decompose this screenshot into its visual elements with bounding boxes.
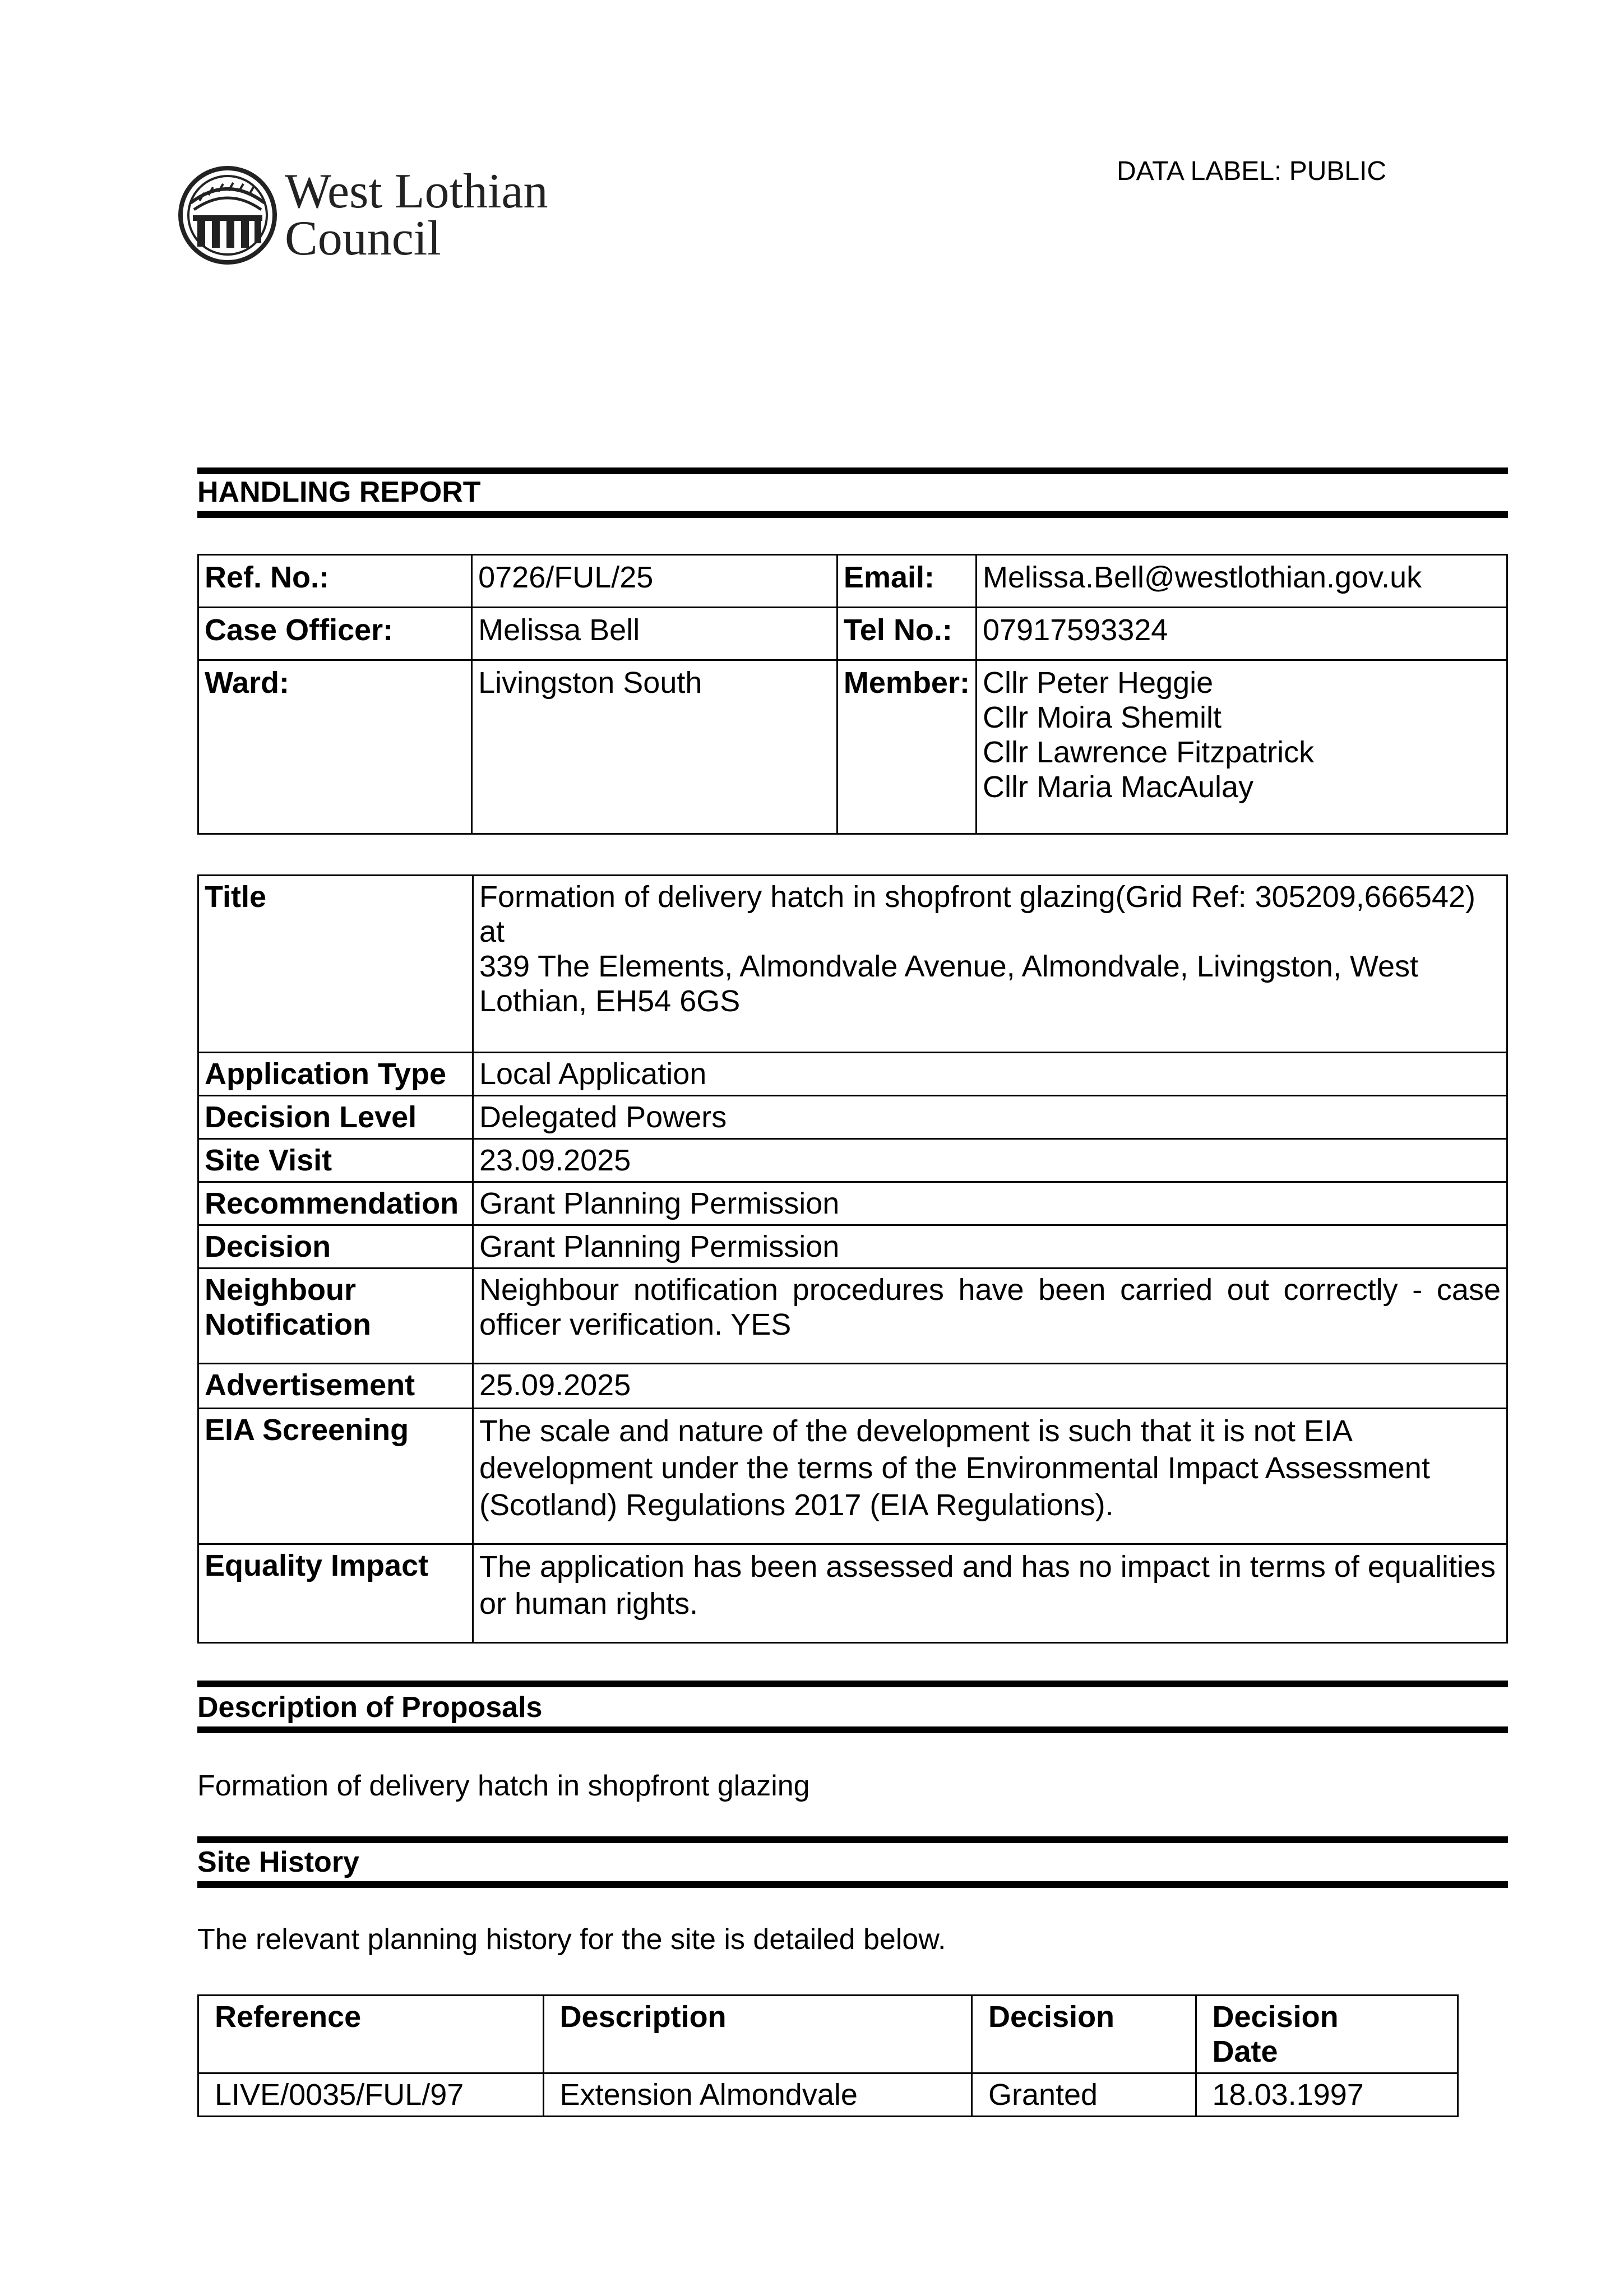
recommendation-value: Grant Planning Permission	[473, 1182, 1507, 1225]
title-value	[473, 876, 1507, 1053]
table-row	[198, 1053, 1507, 1096]
data-label: DATA LABEL: PUBLIC	[1117, 156, 1387, 186]
tel-value: 07917593324	[976, 608, 1507, 660]
equality-impact-label: Equality Impact	[198, 1544, 473, 1643]
header-line: Decision	[1212, 2000, 1339, 2034]
eia-screening-value: The scale and nature of the development is such that it is not EIA development under the terms of the Environmental Impact Assessment (Scotland) Regulations 2017 (EIA Regulations).	[473, 1409, 1507, 1544]
eia-screening-label: EIA Screening	[198, 1409, 473, 1544]
description-text: Formation of delivery hatch in shopfront glazing	[197, 1770, 810, 1802]
rule-top-description	[197, 1681, 1508, 1687]
history-decision-date: 18.03.1997	[1196, 2073, 1458, 2117]
table-row	[198, 608, 1507, 660]
site-history-table	[197, 1994, 1459, 2117]
member-name: Cllr Peter Heggie	[982, 666, 1214, 700]
title-line: 339 The Elements, Almondvale Avenue, Almondvale, Livingston, West	[479, 950, 1418, 983]
site-history-heading: Site History	[197, 1846, 359, 1878]
table-row	[198, 660, 1507, 834]
label-line: Notification	[205, 1308, 371, 1341]
recommendation-label: Recommendation	[198, 1182, 473, 1225]
members-list	[976, 660, 1507, 834]
decision-value: Grant Planning Permission	[473, 1225, 1507, 1269]
tel-label: Tel No.:	[837, 608, 976, 660]
title-line: Lothian, EH54 6GS	[479, 984, 741, 1018]
rule-top-history	[197, 1836, 1508, 1843]
officer-info-table	[197, 554, 1508, 835]
logo-line-2: Council	[285, 211, 441, 266]
table-row	[198, 1544, 1507, 1643]
history-decision: Granted	[971, 2073, 1196, 2117]
application-details-table	[197, 874, 1508, 1644]
table-row	[198, 1182, 1507, 1225]
advertisement-value: 25.09.2025	[473, 1364, 1507, 1409]
neighbour-notification-value: Neighbour notification procedures have been carried out correctly - case officer verification. YES	[473, 1269, 1507, 1364]
label-line: Neighbour	[205, 1273, 356, 1307]
table-row	[198, 1139, 1507, 1182]
ward-label: Ward:	[198, 660, 472, 834]
header-line: Date	[1212, 2035, 1278, 2068]
equality-impact-value: The application has been assessed and has no impact in terms of equalities or human rights.	[473, 1544, 1507, 1643]
ward-value: Livingston South	[472, 660, 838, 834]
decision-level-value: Delegated Powers	[473, 1096, 1507, 1139]
table-row	[198, 1225, 1507, 1269]
ref-label: Ref. No.:	[198, 555, 472, 608]
col-description: Description	[543, 1996, 971, 2073]
col-decision: Decision	[971, 1996, 1196, 2073]
table-row	[198, 2073, 1458, 2117]
table-row	[198, 876, 1507, 1053]
rule-bottom-handling	[197, 511, 1508, 518]
title-line: at	[479, 915, 505, 948]
table-row	[198, 1269, 1507, 1364]
council-logo	[177, 164, 558, 270]
email-label: Email:	[837, 555, 976, 608]
rule-bottom-description	[197, 1726, 1508, 1733]
history-description: Extension Almondvale	[543, 2073, 971, 2117]
email-value: Melissa.Bell@westlothian.gov.uk	[976, 555, 1507, 608]
col-reference: Reference	[198, 1996, 544, 2073]
site-visit-value: 23.09.2025	[473, 1139, 1507, 1182]
decision-level-label: Decision Level	[198, 1096, 473, 1139]
rule-top-handling	[197, 467, 1508, 474]
ref-value: 0726/FUL/25	[472, 555, 838, 608]
report-title: HANDLING REPORT	[197, 476, 481, 508]
history-reference: LIVE/0035/FUL/97	[198, 2073, 544, 2117]
neighbour-notification-label	[198, 1269, 473, 1364]
title-label: Title	[198, 876, 473, 1053]
description-heading: Description of Proposals	[197, 1691, 543, 1724]
member-name: Cllr Lawrence Fitzpatrick	[982, 735, 1315, 769]
rule-bottom-history	[197, 1881, 1508, 1888]
col-decision-date	[1196, 1996, 1458, 2073]
table-row	[198, 1409, 1507, 1544]
title-line: Formation of delivery hatch in shopfront glazing(Grid Ref: 305209,666542)	[479, 880, 1475, 914]
viaduct-crest-icon	[177, 164, 278, 265]
member-name: Cllr Moira Shemilt	[982, 701, 1222, 734]
application-type-label: Application Type	[198, 1053, 473, 1096]
advertisement-label: Advertisement	[198, 1364, 473, 1409]
site-history-intro: The relevant planning history for the site is detailed below.	[197, 1923, 946, 1956]
case-officer-label: Case Officer:	[198, 608, 472, 660]
table-row	[198, 1364, 1507, 1409]
member-name: Cllr Maria MacAulay	[982, 770, 1254, 804]
table-row	[198, 1096, 1507, 1139]
decision-label: Decision	[198, 1225, 473, 1269]
case-officer-value: Melissa Bell	[472, 608, 838, 660]
site-visit-label: Site Visit	[198, 1139, 473, 1182]
application-type-value: Local Application	[473, 1053, 1507, 1096]
member-label: Member:	[837, 660, 976, 834]
table-header-row	[198, 1996, 1458, 2073]
table-row	[198, 555, 1507, 608]
logo-wordmark	[285, 164, 548, 266]
logo-line-1: West Lothian	[285, 164, 548, 219]
